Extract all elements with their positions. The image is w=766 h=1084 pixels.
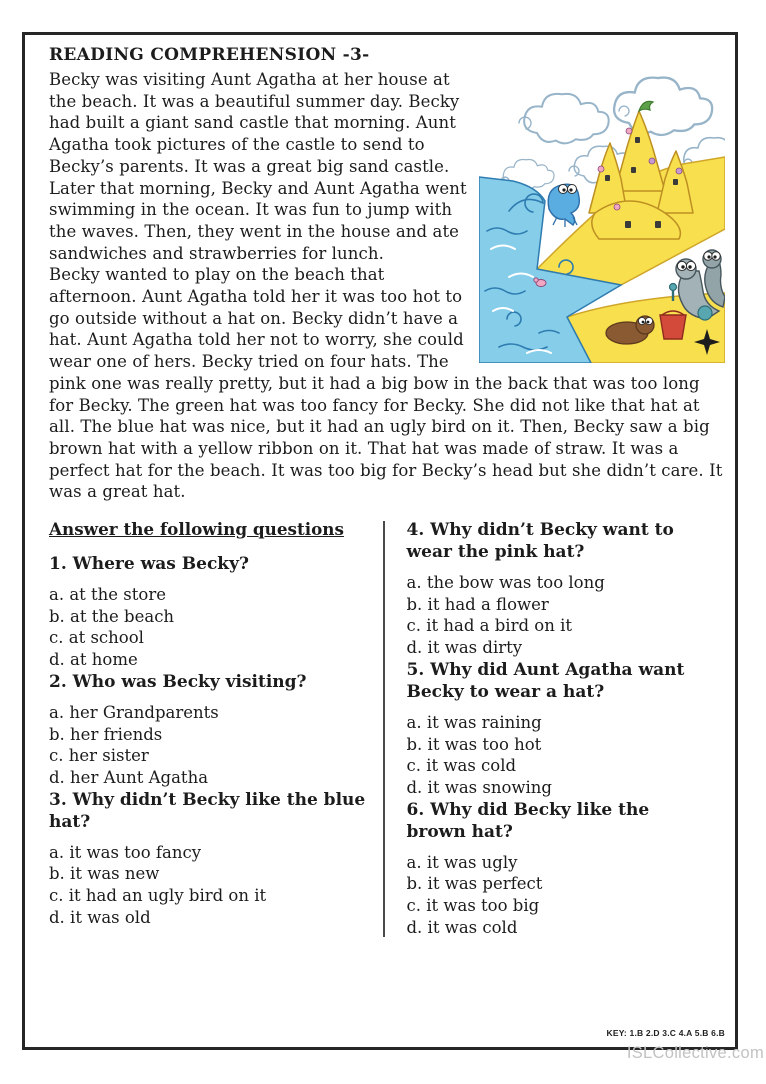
question-3-label: 3. Why didn’t Becky like the blue hat? [49, 789, 366, 832]
passage-paragraph-1: Becky was visiting Aunt Agatha at her house at the beach. It was a beautiful summer day. Becky had built a giant sand castle that morning. Aunt Agatha took pictures of the castle to send to Becky’s parents. It was a great big sand castle. Later that morning, Becky and Aunt Agatha went swimming in the ocean. It was fun to jump with the waves. Then, they went in the house and ate sandwiches and strawberries for lunch. [49, 70, 467, 263]
watermark: ISLCollective.com [626, 1044, 764, 1062]
beach-illustration [479, 71, 725, 363]
questions-section [49, 519, 725, 938]
question-6-options [407, 852, 710, 939]
question-1-label: 1. Where was Becky? [49, 554, 249, 575]
question-1 [49, 553, 373, 671]
option: b. at the beach [49, 606, 175, 626]
option: b. it was too hot [406, 734, 542, 754]
option: a. it was ugly [406, 852, 518, 872]
option: c. at school [49, 628, 144, 648]
option: c. it had an ugly bird on it [49, 886, 267, 906]
option: d. her Aunt Agatha [49, 767, 209, 787]
option: a. it was too fancy [49, 842, 202, 862]
option: d. at home [49, 650, 138, 670]
option: d. it was snowing [406, 777, 552, 797]
question-1-options [49, 584, 373, 671]
question-4-options [407, 572, 710, 659]
question-5-options [407, 712, 710, 799]
option: d. it was old [49, 907, 151, 927]
option: d. it was dirty [406, 638, 523, 658]
question-6 [407, 799, 710, 939]
questions-column-left [49, 519, 383, 938]
question-3 [49, 789, 373, 929]
question-5 [407, 659, 710, 799]
questions-column-right [385, 519, 726, 938]
option: b. her friends [49, 724, 163, 744]
page-title: READING COMPREHENSION -3- [49, 45, 370, 65]
question-2 [49, 671, 373, 789]
option: a. her Grandparents [49, 702, 219, 722]
questions-heading: Answer the following questions [49, 519, 344, 540]
reading-passage [49, 69, 725, 503]
option: c. it was cold [406, 756, 517, 776]
option: a. it was raining [406, 712, 542, 732]
passage-paragraph-2: Becky wanted to play on the beach that afternoon. Aunt Agatha told her it was too hot to go outside without a hat on. Becky didn’t have a hat. Aunt Agatha told her not to worry, she could wear one of hers. Becky tried on four hats. The pink one was really pretty, but it had a big bow in the back that was too long for Becky. The green hat was too fancy for Becky. She did not like that hat at all. The blue hat was nice, but it had an ugly bird on it. Then, Becky saw a big brown hat with a yellow ribbon on it. That hat was made of straw. It was a perfect hat for the beach. It was too big for Becky’s head but she didn’t care. It was a great hat. [49, 265, 723, 502]
question-6-label: 6. Why did Becky like the brown hat? [406, 799, 650, 842]
option: b. it was new [49, 864, 160, 884]
question-4-label: 4. Why didn’t Becky want to wear the pink hat? [406, 520, 674, 563]
option: d. it was cold [406, 917, 518, 937]
answer-key-values: 1.B 2.D 3.C 4.A 5.B 6.B [629, 1028, 725, 1038]
question-2-label: 2. Who was Becky visiting? [49, 671, 307, 692]
option: b. it was perfect [406, 874, 543, 894]
option: c. it had a bird on it [406, 616, 572, 636]
beach-scene-graphic [479, 71, 725, 363]
option: a. the bow was too long [406, 573, 605, 593]
question-3-options [49, 842, 373, 929]
option: a. at the store [49, 585, 166, 605]
option: b. it had a flower [406, 594, 549, 614]
answer-key [606, 1028, 725, 1038]
question-4 [407, 519, 710, 659]
answer-key-label: KEY: [606, 1028, 627, 1038]
option: c. her sister [49, 746, 149, 766]
worksheet-sheet [22, 32, 738, 1050]
question-2-options [49, 702, 373, 789]
question-5-label: 5. Why did Aunt Agatha want Becky to wear a hat? [406, 659, 685, 702]
option: c. it was too big [406, 896, 540, 916]
